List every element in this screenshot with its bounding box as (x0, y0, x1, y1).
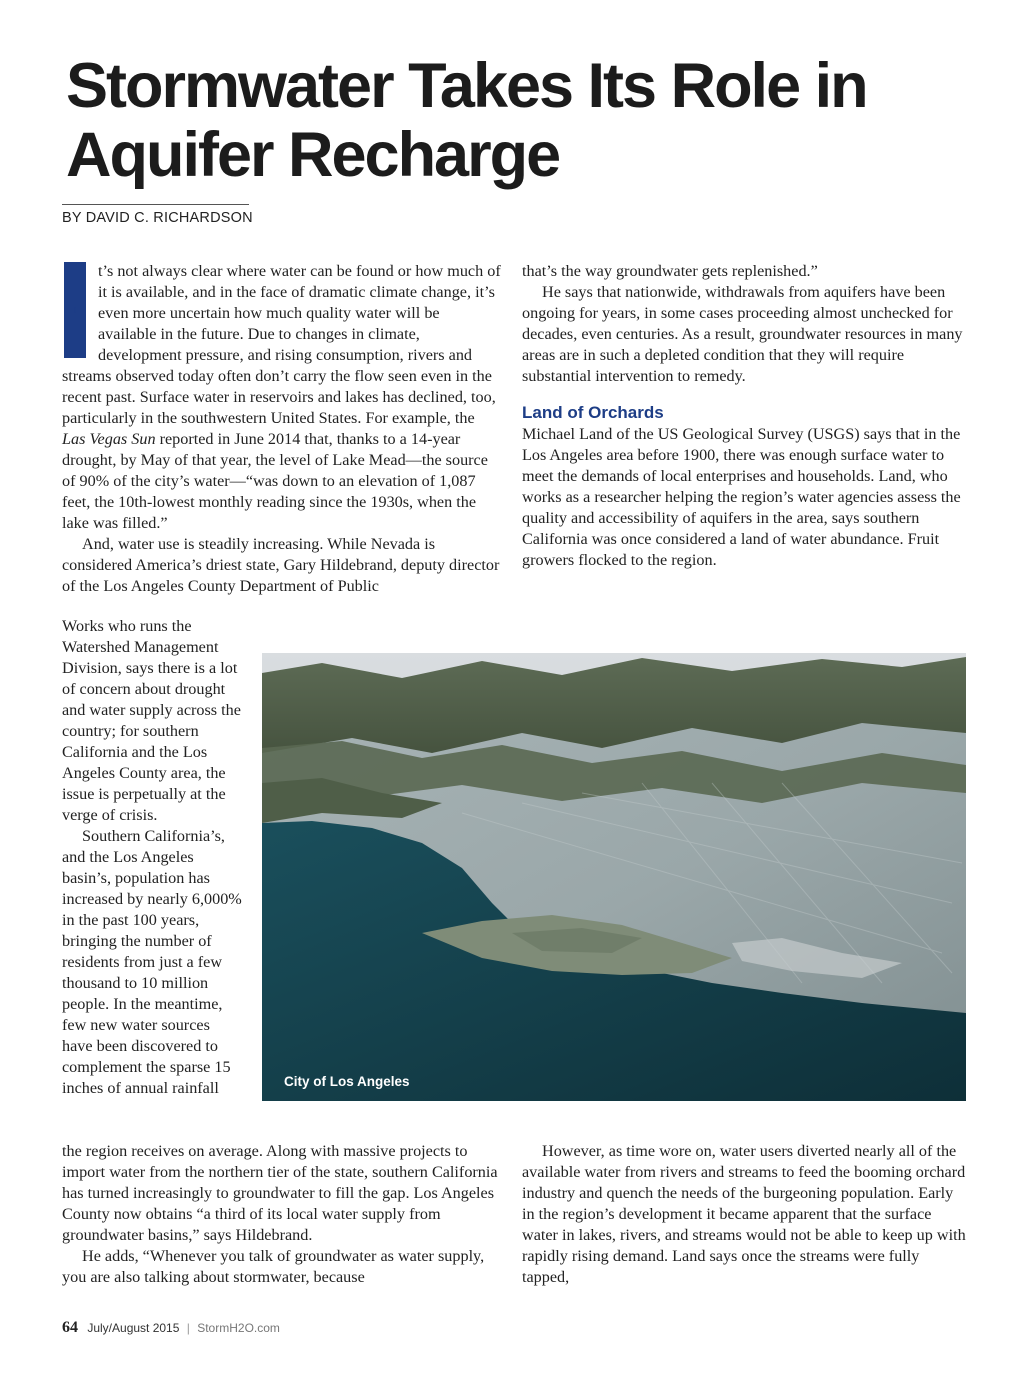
paragraph-replenished: that’s the way groundwater gets replenished.” (522, 262, 818, 280)
footer-separator: | (186, 1321, 190, 1335)
subhead-land-of-orchards: Land of Orchards (522, 403, 664, 422)
drop-cap: I (64, 262, 86, 358)
right-column-bottom (522, 1141, 966, 1288)
page-footer (62, 1319, 280, 1337)
aerial-photo-graphic (262, 653, 966, 1101)
photo-caption: City of Los Angeles (284, 1074, 410, 1089)
byline: BY DAVID C. RICHARDSON (62, 210, 253, 226)
paragraph-population-cont: the region receives on average. Along with massive projects to import water from the northern tier of the state, southern California has turned increasingly to groundwater to fill the gap. Los Angeles County now obtains “a third of its local water supply from groundwater basins,” says Hildebrand. (62, 1142, 498, 1244)
publication-name: Las Vegas Sun (62, 430, 156, 448)
paragraph-water-use-cont: Works who runs the Watershed Management Division, says there is a lot of concern about drought and water supply across the country; for southern California and the Los Angeles County area, the issue is perpetually at the verge of crisis. (62, 617, 241, 824)
byline-rule (62, 204, 249, 205)
paragraph-intro: I t’s not always clear where water can be found or how much of it is available, and in the face of dramatic climate change, it’s even more uncertain how much quality water will be available in the future. Due to changes in climate, development pressure, and rising consumption, rivers and streams observed today often don’t carry the flow seen even in the recent past. Surface water in reservoirs and lakes has declined, too, particularly in the southwestern United States. For example, the Las Vegas Sun reported in June 2014 that, thanks to a 14-year drought, by May of that year, the level of Lake Mead—the source of 90% of the city’s water—“was down to an elevation of 1,087 feet, the 10th-lowest monthly reading since the 1930s, when the lake was filled.” (62, 262, 501, 532)
left-column-top (62, 261, 502, 597)
paragraph-nationwide: He says that nationwide, withdrawals from aquifers have been ongoing for years, in some cases proceeding almost unchecked for decades, even centuries. As a result, groundwater resources in many areas are in such a depleted condition that they will require substantial intervention to remedy. (522, 283, 963, 385)
paragraph-usgs: Michael Land of the US Geological Survey (USGS) says that in the Los Angeles area before 1900, there was enough surface water to meet the demands of local enterprises and households. Land, who works as a researcher helping the region’s water agencies assess the quality and accessibility of aquifers in the area, says southern California was once considered a land of water abundance. Fruit growers flocked to the region. (522, 425, 961, 569)
site-name: StormH2O.com (197, 1321, 280, 1335)
aerial-photo-los-angeles (262, 653, 966, 1101)
paragraph-water-use: And, water use is steadily increasing. While Nevada is considered America’s driest state, Gary Hildebrand, deputy director of the Los Angeles County Department of Public (62, 535, 500, 595)
left-column-narrow (62, 616, 244, 1099)
paragraph-he-adds: He adds, “Whenever you talk of groundwater as water supply, you are also talking about stormwater, because (62, 1247, 485, 1286)
paragraph-diverted: However, as time wore on, water users diverted nearly all of the available water from rivers and streams to feed the booming orchard industry and quench the needs of the burgeoning population. Early in the region’s development it became apparent that the surface water in lakes, rivers, and streams would not be able to keep up with rapidly rising demand. Land says once the streams were fully tapped, (522, 1142, 966, 1286)
right-column-top (522, 261, 966, 571)
left-column-bottom (62, 1141, 502, 1288)
article-title: Stormwater Takes Its Role in Aquifer Recharge (66, 51, 867, 190)
paragraph-population: Southern California’s, and the Los Angeles basin’s, population has increased by nearly 6,000% in the past 100 years, bringing the number of residents from just a few thousand to 10 million people. In the meantime, few new water sources have been discovered to complement the sparse 15 inches of annual rainfall (62, 827, 242, 1097)
page-number: 64 (62, 1319, 78, 1336)
issue-date: July/August 2015 (87, 1321, 180, 1335)
